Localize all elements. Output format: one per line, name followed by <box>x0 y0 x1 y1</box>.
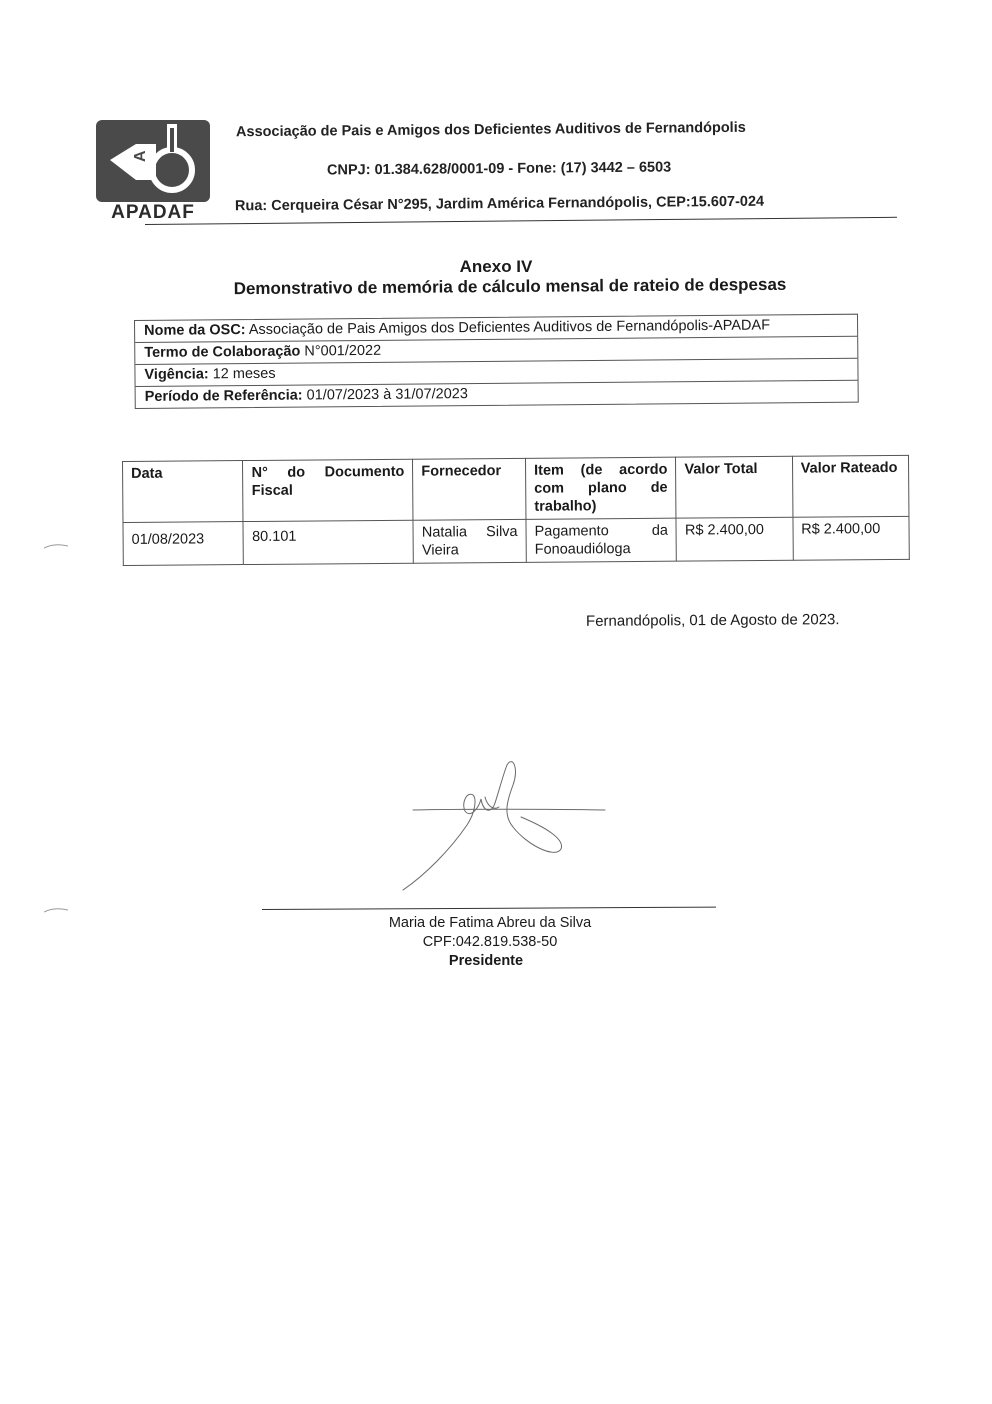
cell-fornecedor: Natalia Silva Vieira <box>413 519 526 563</box>
col-header-valor-rateado: Valor Rateado <box>792 455 909 517</box>
signatory-role: Presidente <box>448 953 524 969</box>
cell-documento: 80.101 <box>243 520 413 564</box>
table-row <box>123 516 909 565</box>
scan-mark <box>44 543 68 549</box>
termo-value: N°001/2022 <box>304 342 382 360</box>
vigencia-label: Vigência: <box>144 366 209 383</box>
signatory-cpf: CPF:042.819.538-50 <box>422 934 558 950</box>
cell-item: Pagamento da Fonoaudióloga <box>526 518 677 562</box>
logo-ear-icon <box>96 120 210 202</box>
periodo-label: Período de Referência: <box>144 387 303 405</box>
col-header-data: Data <box>123 461 244 523</box>
org-address: Rua: Cerqueira César N°295, Jardim América Fernandópolis, CEP:15.607-024 <box>234 193 765 215</box>
termo-label: Termo de Colaboração <box>144 343 301 361</box>
apadaf-logo <box>96 120 210 224</box>
osc-label: Nome da OSC: <box>144 322 246 339</box>
annex-title: Anexo IV <box>459 257 533 276</box>
col-header-valor-total: Valor Total <box>676 456 793 518</box>
cell-valor-rateado: R$ 2.400,00 <box>793 516 910 560</box>
org-name: Associação de Pais e Amigos dos Deficientes Auditivos de Fernandópolis <box>235 119 746 141</box>
cell-valor-total: R$ 2.400,00 <box>676 517 793 561</box>
logo-text: APADAF <box>111 202 195 223</box>
header-divider <box>145 217 897 225</box>
cell-data: 01/08/2023 <box>123 522 244 566</box>
place-date: Fernandópolis, 01 de Agosto de 2023. <box>585 611 840 630</box>
vigencia-value: 12 meses <box>212 365 276 383</box>
expense-table-wrapper <box>122 455 910 566</box>
info-box <box>134 314 859 409</box>
col-header-documento: N° do Documento Fiscal <box>243 459 413 521</box>
handwritten-signature <box>395 755 615 900</box>
signature-line <box>262 907 716 910</box>
svg-text:A: A <box>132 150 149 162</box>
cnpj-phone: CNPJ: 01.384.628/0001-09 - Fone: (17) 3442 – 6503 <box>326 159 672 179</box>
table-header-row <box>123 455 909 522</box>
signatory-name: Maria de Fatima Abreu da Silva <box>388 915 592 931</box>
scan-mark <box>44 907 68 913</box>
col-header-item: Item (de acordo com plano de trabalho) <box>525 457 676 519</box>
col-header-fornecedor: Fornecedor <box>413 458 526 520</box>
periodo-value: 01/07/2023 à 31/07/2023 <box>306 386 468 404</box>
expense-table <box>122 455 910 566</box>
osc-value: Associação de Pais Amigos dos Deficientes Auditivos de Fernandópolis-APADAF <box>248 317 771 338</box>
document-title: Demonstrativo de memória de cálculo mensal de rateio de despesas <box>233 274 787 299</box>
